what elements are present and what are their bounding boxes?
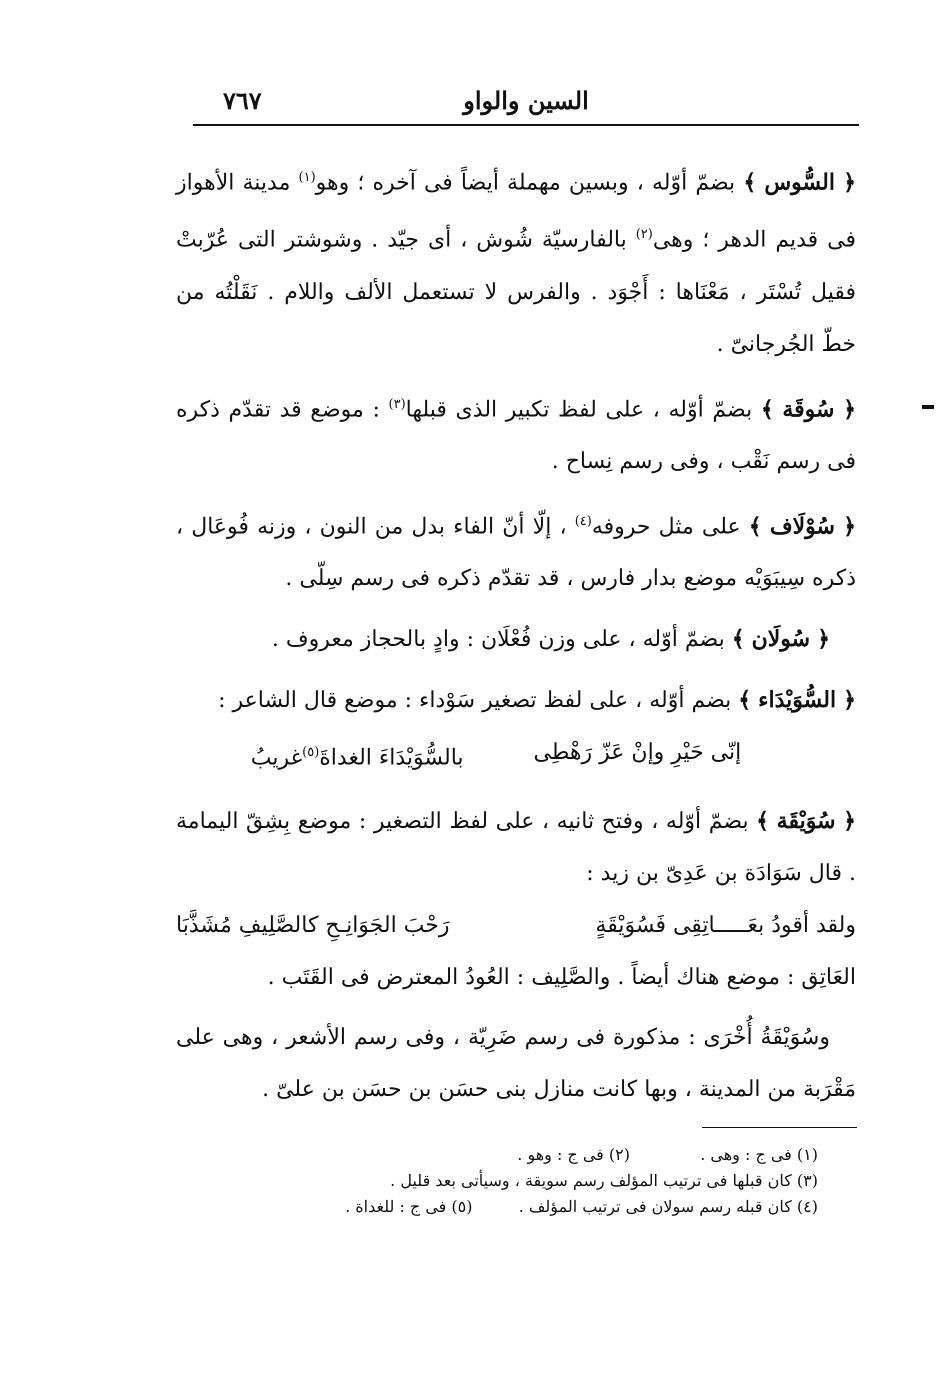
page-header — [193, 78, 859, 128]
footnotes — [220, 1142, 818, 1220]
footnote-line — [220, 1168, 818, 1194]
footnote-1: (١) فى ج : وهى . — [700, 1145, 818, 1164]
footnote-ref: (١) — [298, 170, 316, 185]
entry-text: بضم أوّله ، على لفظ تصغير سَوْداء : موضع قال الشاعر : — [218, 688, 732, 714]
entry-keyword: سُولَان — [751, 626, 811, 653]
margin-mark — [922, 405, 934, 409]
open-bracket: ﴿ — [817, 626, 830, 653]
close-bracket: ﴾ — [760, 395, 774, 422]
entry-sulaf — [176, 496, 856, 605]
verse-hemistich-left — [251, 727, 464, 784]
verse-line-1 — [176, 727, 816, 784]
open-bracket: ﴿ — [843, 513, 856, 540]
entry-sulan — [176, 613, 830, 666]
entry-sus — [176, 152, 856, 371]
entry-suqa — [176, 379, 856, 488]
page-body — [176, 152, 856, 1116]
entry-text: ، إلّا أنّ الفاء بدل من النون ، وزنه فُوعَال ، ذكره سِيبَوَيْه موضع بدار فارس ، قد تقدّم ذكره فى رسم سِلّى . — [176, 514, 856, 592]
entry-text: بضمّ أوّله ، على لفظ تكبير الذى قبلها — [405, 396, 753, 422]
entry-suwayda — [176, 674, 856, 727]
verse-gloss: العَاتِق : موضع هناك أيضاً . والصَّلِيف : العُودُ المعترض فى القَتَب . — [267, 964, 856, 990]
verse-hemistich-right: ولقد أقودُ بعَـــــاتِقِى فَسُوَيْقَةٍ — [595, 912, 856, 938]
entry-keyword: سُوقَة — [782, 395, 835, 422]
verse-text: غريبُ — [250, 745, 303, 771]
entry-text: بضمّ أوّله ، على وزن فُعْلَان : وادٍ بالحجاز معروف . — [271, 627, 725, 653]
verse-hemistich-left: رَحْبَ الجَوَانِـحِ كالصَّلِيفِ مُشَذَّبَا — [176, 912, 450, 938]
close-bracket: ﴾ — [756, 807, 770, 834]
footnote-ref: (٢) — [635, 227, 653, 243]
close-bracket: ﴾ — [731, 626, 745, 653]
entry-keyword: السُّوَيْدَاء — [758, 687, 837, 714]
footnote-3: (٣) كان قبلها فى ترتيب المؤلف رسم سويقة ، وسيأتى بعد قليل . — [390, 1171, 818, 1190]
footnote-ref: (٥) — [302, 745, 320, 761]
close-bracket: ﴾ — [738, 687, 752, 714]
open-bracket: ﴿ — [843, 687, 856, 714]
footnote-line — [220, 1142, 818, 1168]
final-paragraph: وسُوَيْقَةُ أُخْرَى : مذكورة فى رسم ضَرِيّة ، وفى رسم الأشعر ، وهى على مَقْرَبة من المدينة ، وبها كانت منازل بنى حسَن بن حسَن بن علىّ . — [176, 1024, 856, 1102]
close-bracket: ﴾ — [748, 513, 762, 540]
footnote-ref: (٤) — [574, 513, 592, 529]
footnote-line — [220, 1194, 818, 1220]
entry-text: على مثل حروفه — [591, 514, 741, 540]
entry-keyword: السُّوس — [764, 169, 835, 196]
entry-text: بضمّ أوّله ، وفتح ثانيه ، على لفظ التصغير : موضع بِشِقّ اليمامة . قال سَوَادَة بن عَدِىّ بن زيد : — [176, 808, 856, 886]
entry-text: مدينة الأهواز فى قديم الدهر ؛ وهى — [176, 170, 856, 253]
open-bracket: ﴿ — [843, 395, 856, 422]
close-bracket: ﴾ — [743, 169, 757, 196]
footnote-rule — [702, 1127, 857, 1128]
entry-text: بالفارسيّة شُوش ، أى جيّد . وشوشتر التى عُرّبتْ فقيل تُسْتَر ، مَعْنَاها : أَجْوَد . والفرس لا تستعمل الألف واللام . نَقَلْتُه من خطّ الجُرجانىّ . — [176, 227, 856, 357]
entry-keyword: سُوَيْقَة — [776, 807, 836, 834]
entry-keyword: سُوْلَاف — [769, 513, 835, 540]
header-rule — [193, 124, 859, 126]
verse-text: بالسُّوَيْدَاءَ الغداةَ — [319, 745, 464, 771]
entry-text: بضمّ أوّله ، وبسين مهملة أيضاً فى آخره ؛ وهو — [315, 170, 736, 196]
footnote-ref: (٣) — [388, 396, 406, 412]
footnote-5: (٥) فى ج : للغداة . — [345, 1197, 473, 1216]
verse-hemistich-right: إنّى حَيْرِ وإنْ عَزّ رَهْطِى — [533, 740, 742, 766]
verse-line-2 — [176, 900, 856, 952]
page-number: ٧٦٧ — [223, 86, 262, 115]
entry-suwayqa — [176, 795, 856, 900]
footnote-4: (٤) كان قبله رسم سولان فى ترتيب المؤلف . — [518, 1197, 818, 1216]
entry-text: : موضع قد تقدّم ذكره فى رسم نَقْب ، وفى رسم نِساح . — [176, 396, 856, 474]
footnote-2: (٢) فى ج : وهو . — [517, 1145, 630, 1164]
open-bracket: ﴿ — [843, 169, 857, 196]
open-bracket: ﴿ — [843, 807, 856, 834]
running-title: السين والواو — [463, 86, 589, 115]
